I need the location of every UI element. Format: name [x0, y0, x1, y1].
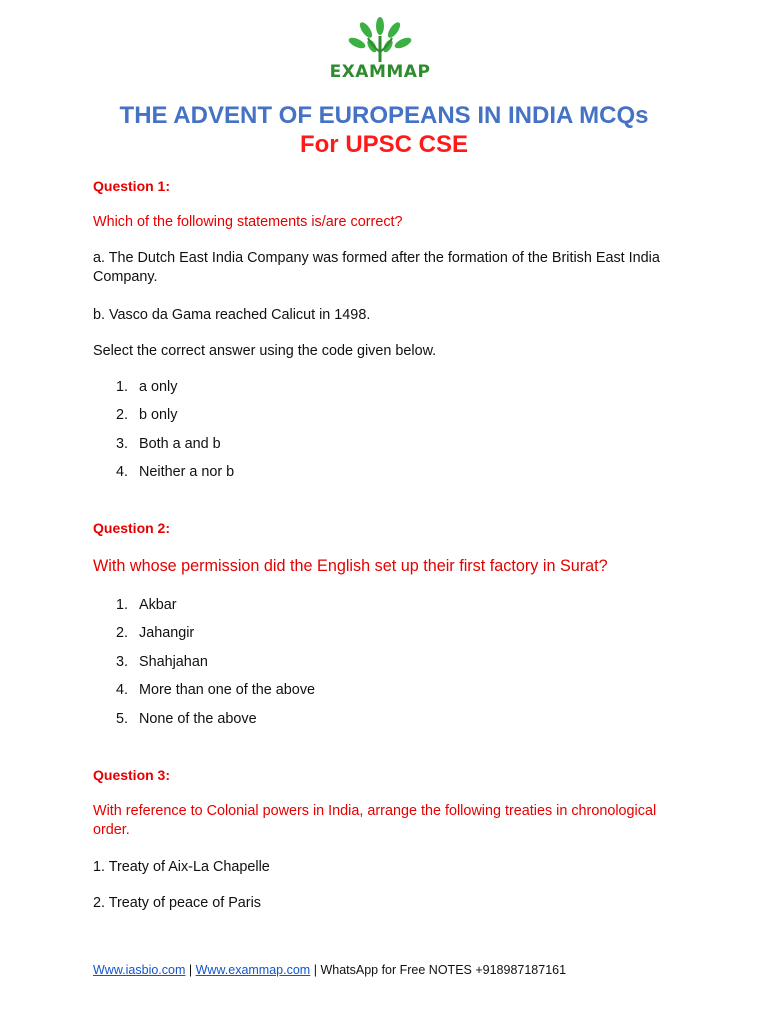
question-3-statement-2: 2. Treaty of peace of Paris	[93, 895, 261, 911]
option-number: 1.	[116, 379, 129, 395]
question-1-option	[116, 435, 221, 454]
question-2-option	[116, 596, 177, 615]
question-3-statement-1: 1. Treaty of Aix-La Chapelle	[93, 859, 270, 875]
page-title: THE ADVENT OF EUROPEANS IN INDIA MCQs	[119, 102, 649, 129]
option-text: None of the above	[139, 711, 257, 727]
question-2-text: With whose permission did the English set up their first factory in Surat?	[93, 557, 608, 575]
option-number: 3.	[116, 436, 129, 452]
option-text: More than one of the above	[139, 682, 316, 698]
question-1-option	[116, 378, 177, 397]
footer-separator: |	[313, 963, 317, 977]
question-1-statement-a: a. The Dutch East India Company was formed after the formation of the British East India Company.	[93, 250, 660, 285]
question-1-statement-b: b. Vasco da Gama reached Calicut in 1498.	[93, 307, 371, 323]
question-2-option	[116, 710, 257, 729]
option-number: 4.	[116, 682, 129, 698]
footer-separator: |	[188, 963, 193, 977]
question-1-option	[116, 463, 234, 482]
question-1-label: Question 1:	[93, 178, 171, 194]
option-text: Neither a nor b	[139, 464, 235, 480]
question-3-label: Question 3:	[93, 767, 171, 783]
question-1-instruction: Select the correct answer using the code given below.	[93, 343, 437, 359]
option-text: Shahjahan	[139, 654, 208, 670]
option-text: Akbar	[139, 597, 177, 613]
option-number: 2.	[116, 625, 129, 641]
option-number: 2.	[116, 407, 129, 423]
option-text: Both a and b	[139, 436, 221, 452]
footer-link-iasbio[interactable]: Www.iasbio.com	[93, 963, 186, 977]
question-2-option	[116, 624, 194, 643]
plant-sprout-icon	[328, 16, 432, 64]
option-number: 5.	[116, 711, 129, 727]
footer-whatsapp-text: WhatsApp for Free NOTES +918987187161	[320, 963, 567, 977]
question-1-text: Which of the following statements is/are correct?	[93, 214, 403, 230]
footer	[93, 963, 566, 977]
option-number: 4.	[116, 464, 129, 480]
exammap-logo	[328, 16, 432, 92]
option-number: 3.	[116, 654, 129, 670]
page-subtitle: For UPSC CSE	[299, 131, 469, 158]
question-2-option	[116, 681, 315, 700]
question-2-option	[116, 653, 208, 672]
option-number: 1.	[116, 597, 129, 613]
option-text: b only	[139, 407, 178, 423]
question-2-label: Question 2:	[93, 520, 171, 536]
option-text: Jahangir	[139, 625, 195, 641]
footer-link-exammap[interactable]: Www.exammap.com	[195, 963, 311, 977]
logo-text: EXAMMAP	[329, 62, 431, 82]
question-3-text: With reference to Colonial powers in India, arrange the following treaties in chronological order.	[93, 803, 657, 838]
question-1-option	[116, 406, 177, 425]
option-text: a only	[139, 379, 178, 395]
